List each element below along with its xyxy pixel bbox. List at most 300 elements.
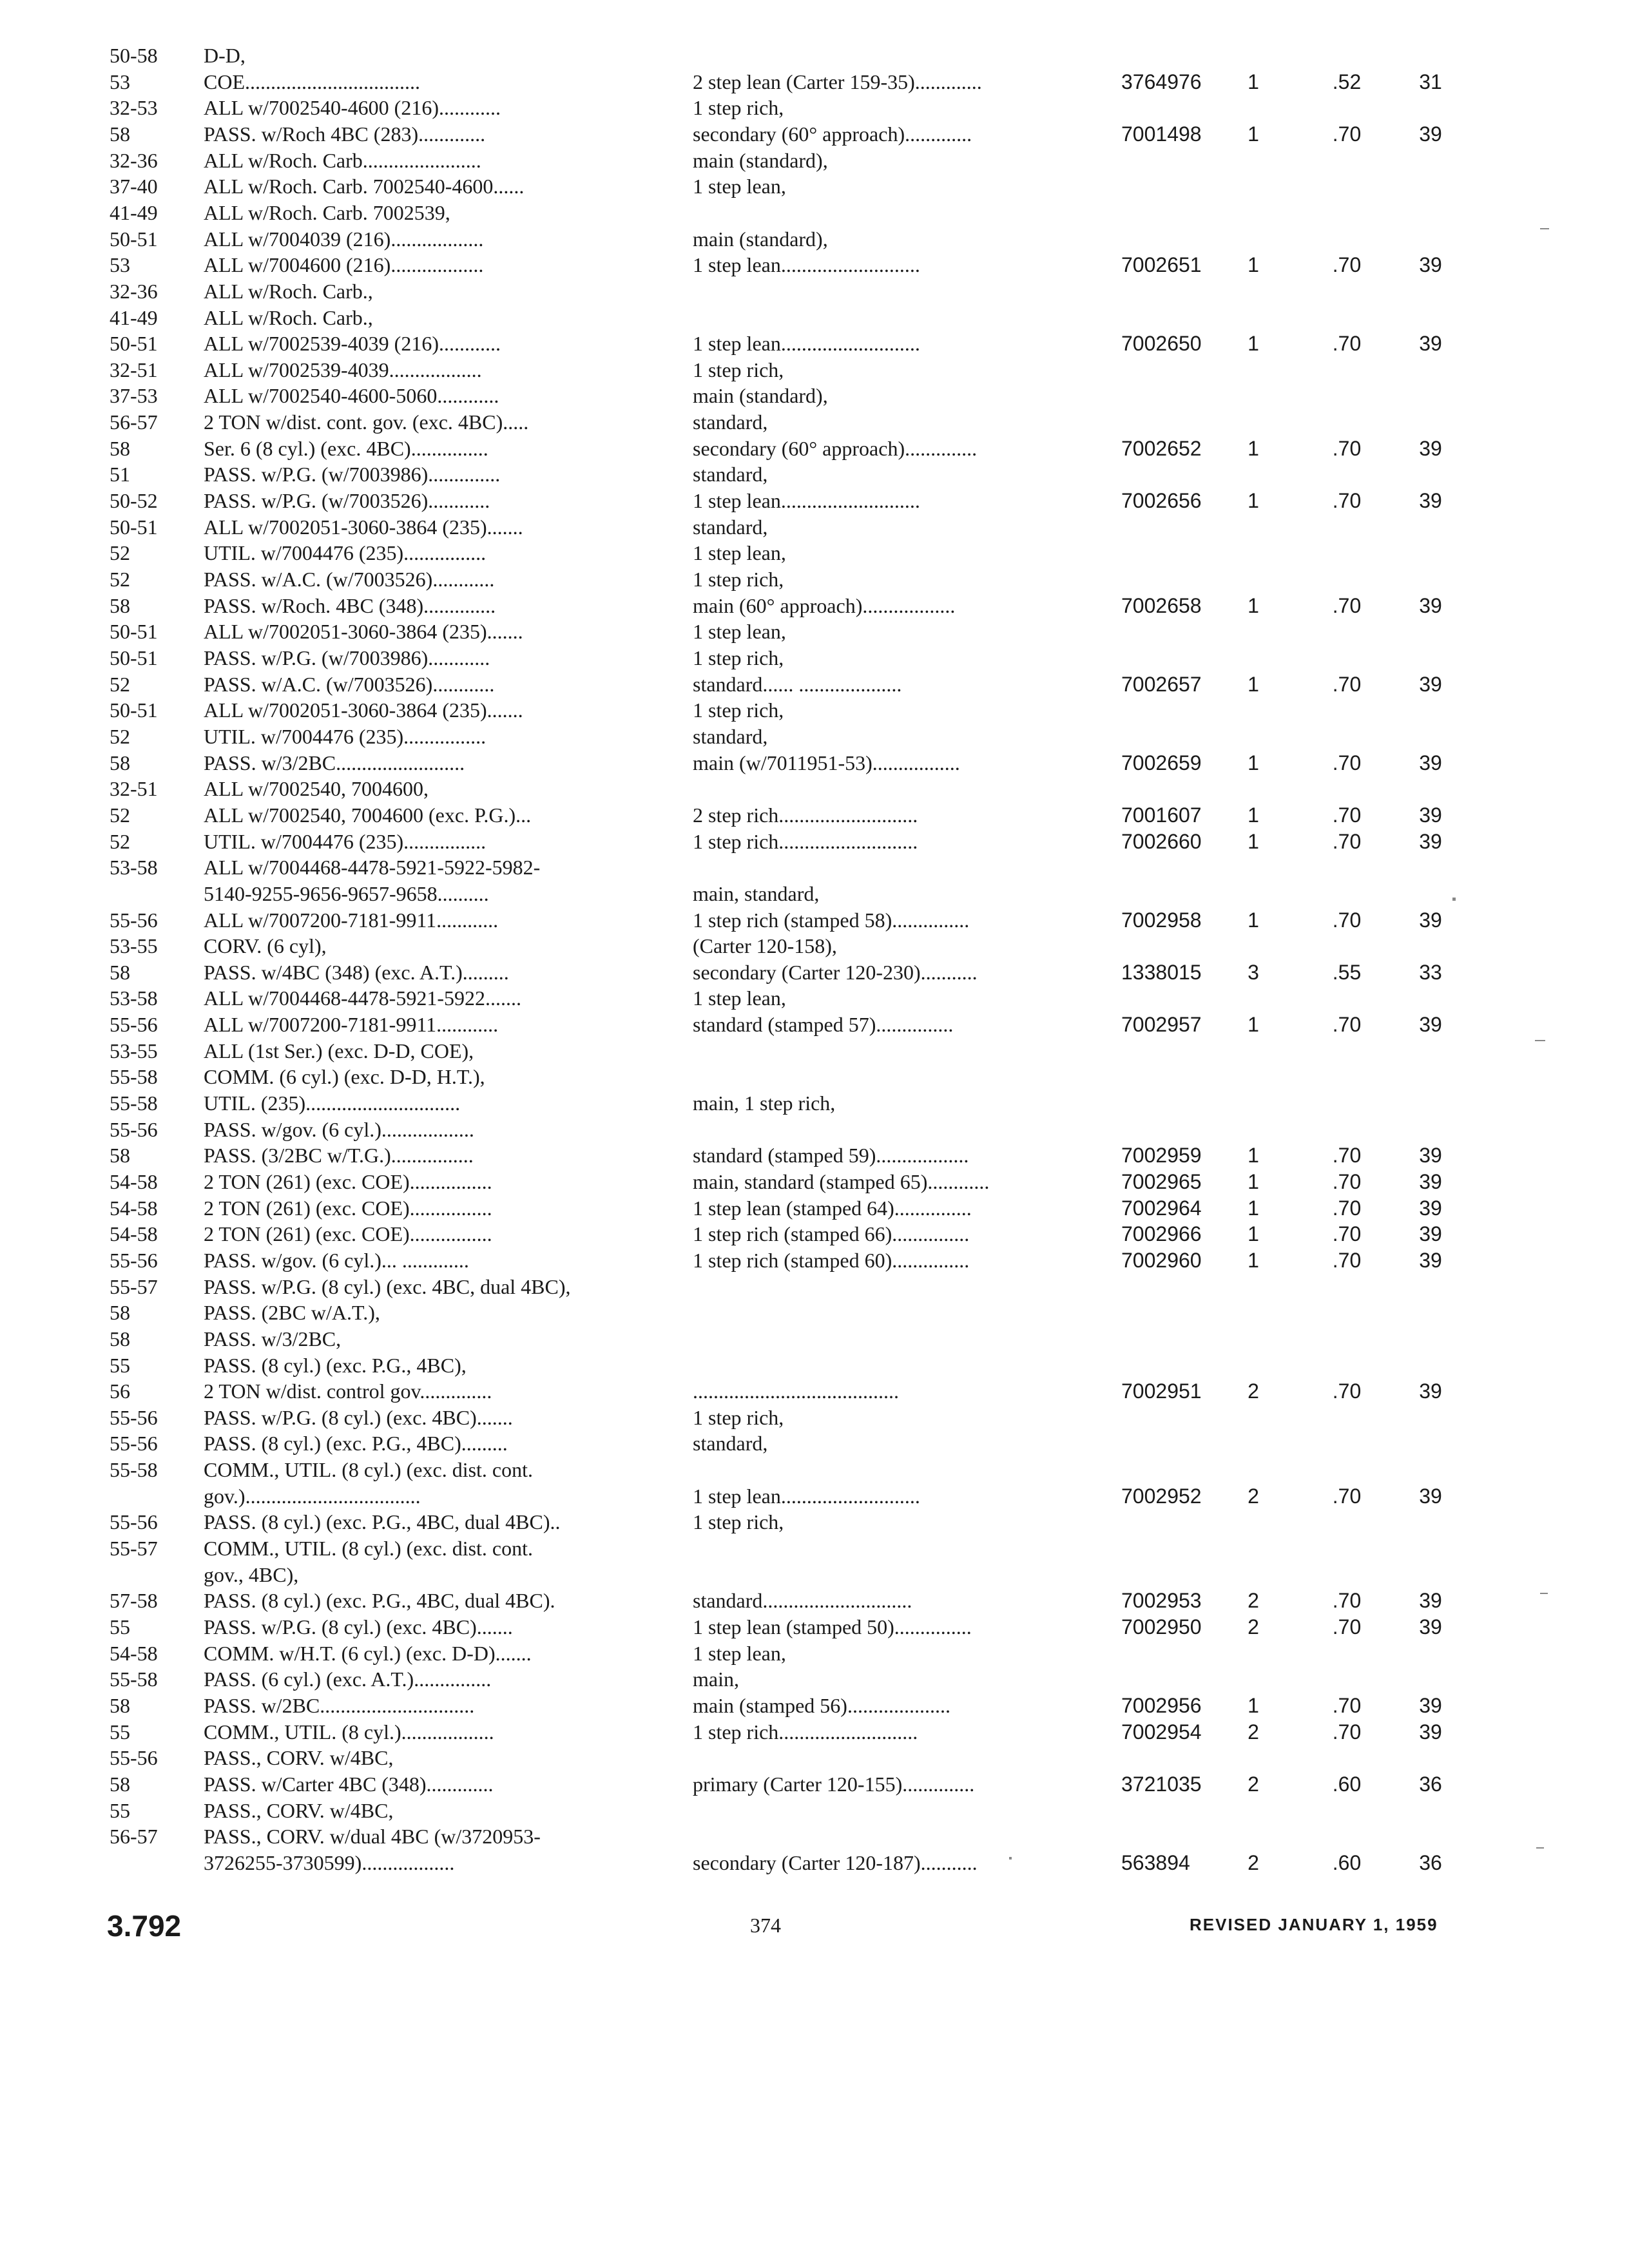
year-range: 56-57 bbox=[110, 410, 158, 434]
part-number: 3764976 bbox=[1121, 70, 1202, 93]
year-range: 58 bbox=[110, 122, 130, 146]
table-row bbox=[0, 252, 1629, 278]
jet-description: secondary (60° approach)............. bbox=[693, 122, 972, 146]
year-range: 51 bbox=[110, 463, 130, 486]
table-row bbox=[0, 1142, 1629, 1168]
application: ALL w/7002051-3060-3864 (235)....... bbox=[204, 515, 523, 539]
jet-description: main, 1 step rich, bbox=[693, 1091, 836, 1115]
table-row bbox=[0, 776, 1629, 802]
application: UTIL. w/7004476 (235)................ bbox=[204, 541, 487, 565]
jet-description: 1 step rich (stamped 66)............... bbox=[693, 1222, 970, 1246]
year-range: 41-49 bbox=[110, 305, 158, 329]
application: ALL w/7007200-7181-9911............ bbox=[204, 1013, 499, 1036]
table-row bbox=[0, 121, 1629, 147]
year-range: 50-58 bbox=[110, 44, 158, 67]
year-range: 52 bbox=[110, 672, 130, 696]
quantity: 2 bbox=[1248, 1589, 1259, 1613]
part-number: 7002657 bbox=[1121, 672, 1202, 696]
jet-size: .70 bbox=[1332, 332, 1362, 356]
application: PASS. (8 cyl.) (exc. P.G., 4BC, dual 4BC). bbox=[204, 1589, 555, 1613]
year-range: 55 bbox=[110, 1720, 130, 1744]
quantity: 1 bbox=[1248, 1248, 1259, 1272]
table-row bbox=[0, 488, 1629, 514]
table-row bbox=[0, 1771, 1629, 1797]
scan-speck bbox=[1540, 1593, 1548, 1594]
drill-size: 39 bbox=[1419, 1589, 1442, 1613]
scan-speck bbox=[1536, 1847, 1544, 1849]
table-row bbox=[0, 43, 1629, 68]
application: PASS. w/A.C. (w/7003526)............ bbox=[204, 568, 495, 591]
year-range: 55-56 bbox=[110, 1405, 158, 1429]
quantity: 2 bbox=[1248, 1615, 1259, 1639]
part-number: 7002659 bbox=[1121, 751, 1202, 774]
year-range: 53 bbox=[110, 253, 130, 277]
year-range: 50-51 bbox=[110, 332, 158, 356]
table-row bbox=[0, 985, 1629, 1011]
jet-size: .70 bbox=[1332, 1589, 1362, 1613]
table-row bbox=[0, 854, 1629, 880]
jet-description: 1 step rich........................... bbox=[693, 1720, 918, 1744]
table-row bbox=[0, 148, 1629, 173]
application: ALL w/7004468-4478-5921-5922....... bbox=[204, 986, 521, 1010]
jet-size: .60 bbox=[1332, 1850, 1362, 1874]
table-row bbox=[0, 1012, 1629, 1037]
application: ALL w/Roch. Carb. 7002539, bbox=[204, 200, 450, 224]
application: PASS., CORV. w/4BC, bbox=[204, 1746, 394, 1770]
application: UTIL. w/7004476 (235)................ bbox=[204, 829, 487, 853]
drill-size: 39 bbox=[1419, 253, 1442, 277]
table-row bbox=[0, 1195, 1629, 1221]
application: ALL w/7002540-4600 (216)............ bbox=[204, 96, 501, 120]
application: 2 TON (261) (exc. COE)................ bbox=[204, 1222, 492, 1246]
application: ALL w/7004468-4478-5921-5922-5982- bbox=[204, 856, 541, 879]
year-range: 53-55 bbox=[110, 1039, 158, 1062]
part-number: 7002959 bbox=[1121, 1144, 1202, 1168]
application: COMM. (6 cyl.) (exc. D-D, H.T.), bbox=[204, 1065, 485, 1089]
jet-description: 1 step rich, bbox=[693, 1405, 784, 1429]
year-range: 50-51 bbox=[110, 620, 158, 644]
jet-description: standard, bbox=[693, 463, 768, 486]
year-range: 55-56 bbox=[110, 1746, 158, 1770]
table-row bbox=[0, 409, 1629, 435]
table-row bbox=[0, 1483, 1629, 1509]
table-row bbox=[0, 1064, 1629, 1090]
jet-description: main (stamped 56).................... bbox=[693, 1693, 950, 1717]
table-row bbox=[0, 697, 1629, 723]
part-number: 7002966 bbox=[1121, 1222, 1202, 1246]
application: ALL w/7007200-7181-9911............ bbox=[204, 908, 499, 932]
table-row bbox=[0, 593, 1629, 619]
jet-size: .70 bbox=[1332, 751, 1362, 774]
application: ALL w/Roch. Carb., bbox=[204, 279, 373, 303]
table-row bbox=[0, 331, 1629, 356]
year-range: 55-56 bbox=[110, 1013, 158, 1036]
year-range: 56-57 bbox=[110, 1825, 158, 1849]
jet-description: 1 step rich, bbox=[693, 96, 784, 120]
quantity: 2 bbox=[1248, 1484, 1259, 1508]
table-row bbox=[0, 802, 1629, 828]
jet-description: standard...... .................... bbox=[693, 672, 902, 696]
drill-size: 31 bbox=[1419, 70, 1442, 93]
jet-description: 1 step lean........................... bbox=[693, 1484, 920, 1508]
application: PASS., CORV. w/4BC, bbox=[204, 1798, 394, 1822]
quantity: 2 bbox=[1248, 1772, 1259, 1796]
table-row bbox=[0, 1274, 1629, 1300]
jet-description: ........................................ bbox=[693, 1379, 899, 1403]
year-range: 32-53 bbox=[110, 96, 158, 120]
application: PASS. w/3/2BC, bbox=[204, 1327, 342, 1350]
jet-description: main, standard, bbox=[693, 881, 820, 905]
application: PASS. w/4BC (348) (exc. A.T.)......... bbox=[204, 960, 509, 984]
year-range: 58 bbox=[110, 751, 130, 774]
part-number: 7002651 bbox=[1121, 253, 1202, 277]
drill-size: 39 bbox=[1419, 751, 1442, 774]
jet-description: 1 step lean........................... bbox=[693, 253, 920, 277]
application: gov., 4BC), bbox=[204, 1562, 299, 1586]
application: PASS. (8 cyl.) (exc. P.G., 4BC, dual 4BC).. bbox=[204, 1510, 561, 1534]
year-range: 55-56 bbox=[110, 1510, 158, 1534]
drill-size: 33 bbox=[1419, 960, 1442, 984]
application: ALL w/7002051-3060-3864 (235)....... bbox=[204, 698, 523, 722]
table-row bbox=[0, 436, 1629, 461]
jet-description: 1 step rich (stamped 60)............... bbox=[693, 1248, 970, 1272]
jet-description: 1 step rich, bbox=[693, 358, 784, 381]
table-row bbox=[0, 1326, 1629, 1352]
drill-size: 39 bbox=[1419, 1720, 1442, 1744]
jet-description: secondary (Carter 120-187)........... bbox=[693, 1850, 978, 1874]
jet-size: .70 bbox=[1332, 1484, 1362, 1508]
table-row bbox=[0, 1300, 1629, 1325]
quantity: 1 bbox=[1248, 1144, 1259, 1168]
jet-description: 1 step lean, bbox=[693, 620, 786, 644]
jet-description: standard, bbox=[693, 724, 768, 748]
application: PASS. w/Roch 4BC (283)............. bbox=[204, 122, 486, 146]
application: PASS. (2BC w/A.T.), bbox=[204, 1301, 380, 1325]
table-row bbox=[0, 540, 1629, 566]
application: PASS. (3/2BC w/T.G.)................ bbox=[204, 1144, 474, 1168]
jet-description: 1 step rich, bbox=[693, 646, 784, 669]
year-range: 57-58 bbox=[110, 1589, 158, 1613]
application: ALL w/7002540-4600-5060............ bbox=[204, 384, 499, 408]
application: COMM., UTIL. (8 cyl.) (exc. dist. cont. bbox=[204, 1458, 534, 1482]
jet-size: .70 bbox=[1332, 908, 1362, 932]
jet-size: .55 bbox=[1332, 960, 1362, 984]
table-row bbox=[0, 226, 1629, 252]
year-range: 32-36 bbox=[110, 279, 158, 303]
jet-description: 1 step rich........................... bbox=[693, 829, 918, 853]
drill-size: 39 bbox=[1419, 829, 1442, 853]
table-row bbox=[0, 1614, 1629, 1640]
drill-size: 39 bbox=[1419, 1196, 1442, 1220]
table-row bbox=[0, 724, 1629, 749]
year-range: 55 bbox=[110, 1615, 130, 1639]
quantity: 1 bbox=[1248, 122, 1259, 146]
part-number: 7002660 bbox=[1121, 829, 1202, 853]
application: 2 TON w/dist. cont. gov. (exc. 4BC)..... bbox=[204, 410, 529, 434]
drill-size: 39 bbox=[1419, 803, 1442, 827]
application: PASS. w/P.G. (8 cyl.) (exc. 4BC)....... bbox=[204, 1615, 513, 1639]
quantity: 1 bbox=[1248, 489, 1259, 512]
scan-speck bbox=[1540, 228, 1549, 229]
application: PASS. w/gov. (6 cyl.).................. bbox=[204, 1117, 474, 1141]
jet-size: .70 bbox=[1332, 1720, 1362, 1744]
jet-description: 2 step rich........................... bbox=[693, 803, 918, 827]
application: PASS. w/gov. (6 cyl.)... ............. bbox=[204, 1248, 469, 1272]
scan-speck bbox=[1452, 898, 1456, 901]
table-row bbox=[0, 645, 1629, 671]
application: COE.................................. bbox=[204, 70, 420, 93]
year-range: 56 bbox=[110, 1379, 130, 1403]
table-row bbox=[0, 750, 1629, 776]
jet-description: 1 step lean, bbox=[693, 175, 786, 198]
table-row bbox=[0, 305, 1629, 331]
jet-description: 1 step rich, bbox=[693, 1510, 784, 1534]
table-row bbox=[0, 1798, 1629, 1823]
quantity: 1 bbox=[1248, 751, 1259, 774]
quantity: 1 bbox=[1248, 70, 1259, 93]
table-row bbox=[0, 1247, 1629, 1273]
jet-description: 1 step rich, bbox=[693, 568, 784, 591]
part-number: 7002964 bbox=[1121, 1196, 1202, 1220]
table-row bbox=[0, 1535, 1629, 1561]
table-row bbox=[0, 1719, 1629, 1745]
application: gov.).................................. bbox=[204, 1484, 421, 1508]
jet-size: .70 bbox=[1332, 1248, 1362, 1272]
application: ALL w/Roch. Carb., bbox=[204, 305, 373, 329]
jet-size: .70 bbox=[1332, 829, 1362, 853]
table-row bbox=[0, 514, 1629, 540]
drill-size: 39 bbox=[1419, 1484, 1442, 1508]
quantity: 1 bbox=[1248, 1170, 1259, 1193]
application: COMM., UTIL. (8 cyl.).................. bbox=[204, 1720, 494, 1744]
jet-description: standard, bbox=[693, 515, 768, 539]
year-range: 50-51 bbox=[110, 646, 158, 669]
section-number: 3.792 bbox=[107, 1909, 182, 1943]
year-range: 50-51 bbox=[110, 227, 158, 251]
drill-size: 39 bbox=[1419, 1248, 1442, 1272]
jet-description: main (standard), bbox=[693, 384, 828, 408]
application: ALL w/7002540, 7004600, bbox=[204, 777, 429, 801]
application: PASS. w/Roch. 4BC (348).............. bbox=[204, 593, 496, 617]
year-range: 55-58 bbox=[110, 1065, 158, 1089]
quantity: 1 bbox=[1248, 803, 1259, 827]
quantity: 1 bbox=[1248, 332, 1259, 356]
drill-size: 36 bbox=[1419, 1772, 1442, 1796]
year-range: 41-49 bbox=[110, 200, 158, 224]
jet-size: .70 bbox=[1332, 1013, 1362, 1036]
application: D-D, bbox=[204, 44, 246, 67]
jet-size: .70 bbox=[1332, 489, 1362, 512]
drill-size: 39 bbox=[1419, 1170, 1442, 1193]
year-range: 58 bbox=[110, 1772, 130, 1796]
table-row bbox=[0, 69, 1629, 95]
table-row bbox=[0, 959, 1629, 985]
jet-size: .70 bbox=[1332, 593, 1362, 617]
quantity: 1 bbox=[1248, 829, 1259, 853]
part-number: 7001498 bbox=[1121, 122, 1202, 146]
table-row bbox=[0, 1850, 1629, 1876]
jet-description: 1 step rich (stamped 58)............... bbox=[693, 908, 970, 932]
jet-description: 1 step lean, bbox=[693, 1641, 786, 1665]
part-number: 7002965 bbox=[1121, 1170, 1202, 1193]
scan-speck bbox=[1009, 1857, 1012, 1860]
quantity: 1 bbox=[1248, 1693, 1259, 1717]
table-row bbox=[0, 1090, 1629, 1116]
part-number: 7002958 bbox=[1121, 908, 1202, 932]
year-range: 55 bbox=[110, 1353, 130, 1377]
table-row bbox=[0, 1745, 1629, 1771]
drill-size: 39 bbox=[1419, 122, 1442, 146]
year-range: 55-57 bbox=[110, 1537, 158, 1560]
year-range: 52 bbox=[110, 541, 130, 565]
year-range: 52 bbox=[110, 803, 130, 827]
year-range: 58 bbox=[110, 1693, 130, 1717]
application: 2 TON w/dist. control gov.............. bbox=[204, 1379, 492, 1403]
jet-size: .70 bbox=[1332, 1222, 1362, 1246]
drill-size: 39 bbox=[1419, 593, 1442, 617]
drill-size: 39 bbox=[1419, 1693, 1442, 1717]
jet-description: 1 step lean, bbox=[693, 986, 786, 1010]
year-range: 55-56 bbox=[110, 1117, 158, 1141]
year-range: 58 bbox=[110, 593, 130, 617]
application: ALL w/Roch. Carb....................... bbox=[204, 148, 481, 172]
year-range: 58 bbox=[110, 960, 130, 984]
quantity: 1 bbox=[1248, 1013, 1259, 1036]
application: PASS. w/P.G. (8 cyl.) (exc. 4BC)....... bbox=[204, 1405, 513, 1429]
year-range: 53-58 bbox=[110, 986, 158, 1010]
year-range: 55-56 bbox=[110, 1432, 158, 1456]
application: PASS. (8 cyl.) (exc. P.G., 4BC), bbox=[204, 1353, 467, 1377]
part-number: 7002952 bbox=[1121, 1484, 1202, 1508]
part-number: 7002954 bbox=[1121, 1720, 1202, 1744]
jet-description: standard (stamped 57)............... bbox=[693, 1013, 954, 1036]
year-range: 52 bbox=[110, 568, 130, 591]
part-number: 7002960 bbox=[1121, 1248, 1202, 1272]
year-range: 55-56 bbox=[110, 908, 158, 932]
year-range: 55-57 bbox=[110, 1274, 158, 1298]
year-range: 53 bbox=[110, 70, 130, 93]
table-row bbox=[0, 933, 1629, 959]
application: PASS. w/P.G. (w/7003986).............. bbox=[204, 463, 501, 486]
jet-description: main (w/7011951-53)................. bbox=[693, 751, 960, 774]
application: ALL w/7004600 (216).................. bbox=[204, 253, 484, 277]
jet-size: .70 bbox=[1332, 1196, 1362, 1220]
year-range: 53-58 bbox=[110, 856, 158, 879]
jet-size: .70 bbox=[1332, 1170, 1362, 1193]
quantity: 2 bbox=[1248, 1379, 1259, 1403]
quantity: 3 bbox=[1248, 960, 1259, 984]
year-range: 37-40 bbox=[110, 175, 158, 198]
part-number: 3721035 bbox=[1121, 1772, 1202, 1796]
drill-size: 39 bbox=[1419, 436, 1442, 460]
application: ALL w/7002539-4039 (216)............ bbox=[204, 332, 501, 356]
jet-size: .70 bbox=[1332, 253, 1362, 277]
jet-description: (Carter 120-158), bbox=[693, 934, 837, 958]
jet-description: 1 step lean, bbox=[693, 541, 786, 565]
table-row bbox=[0, 1221, 1629, 1247]
quantity: 1 bbox=[1248, 1222, 1259, 1246]
jet-size: .60 bbox=[1332, 1772, 1362, 1796]
part-number: 7002950 bbox=[1121, 1615, 1202, 1639]
drill-size: 39 bbox=[1419, 1222, 1442, 1246]
quantity: 1 bbox=[1248, 253, 1259, 277]
year-range: 58 bbox=[110, 1327, 130, 1350]
year-range: 50-52 bbox=[110, 489, 158, 512]
table-row bbox=[0, 1457, 1629, 1483]
year-range: 55-58 bbox=[110, 1091, 158, 1115]
year-range: 50-51 bbox=[110, 698, 158, 722]
table-row bbox=[0, 1430, 1629, 1456]
application: ALL w/7002539-4039.................. bbox=[204, 358, 482, 381]
year-range: 37-53 bbox=[110, 384, 158, 408]
table-row bbox=[0, 1509, 1629, 1535]
year-range: 32-51 bbox=[110, 777, 158, 801]
jet-description: main, standard (stamped 65)............ bbox=[693, 1170, 990, 1193]
table-row bbox=[0, 1169, 1629, 1195]
application: ALL (1st Ser.) (exc. D-D, COE), bbox=[204, 1039, 474, 1062]
jet-description: 1 step lean........................... bbox=[693, 332, 920, 356]
jet-size: .70 bbox=[1332, 672, 1362, 696]
revision-date: REVISED JANUARY 1, 1959 bbox=[1190, 1915, 1438, 1934]
year-range: 58 bbox=[110, 436, 130, 460]
application: COMM. w/H.T. (6 cyl.) (exc. D-D)....... bbox=[204, 1641, 532, 1665]
year-range: 55-58 bbox=[110, 1667, 158, 1691]
jet-description: secondary (60° approach).............. bbox=[693, 436, 978, 460]
part-number: 7001607 bbox=[1121, 803, 1202, 827]
part-number: 7002658 bbox=[1121, 593, 1202, 617]
application: Ser. 6 (8 cyl.) (exc. 4BC)............... bbox=[204, 436, 488, 460]
jet-description: 1 step lean........................... bbox=[693, 489, 920, 512]
application: PASS. w/P.G. (w/7003526)............ bbox=[204, 489, 490, 512]
year-range: 54-58 bbox=[110, 1196, 158, 1220]
jet-description: main (standard), bbox=[693, 227, 828, 251]
quantity: 1 bbox=[1248, 672, 1259, 696]
year-range: 54-58 bbox=[110, 1641, 158, 1665]
page-number: 374 bbox=[750, 1914, 781, 1937]
table-row bbox=[0, 1405, 1629, 1430]
table-row bbox=[0, 1666, 1629, 1692]
quantity: 2 bbox=[1248, 1720, 1259, 1744]
drill-size: 39 bbox=[1419, 332, 1442, 356]
application: PASS. w/P.G. (w/7003986)............ bbox=[204, 646, 490, 669]
jet-size: .70 bbox=[1332, 122, 1362, 146]
drill-size: 39 bbox=[1419, 672, 1442, 696]
application: 2 TON (261) (exc. COE)................ bbox=[204, 1196, 492, 1220]
year-range: 55-56 bbox=[110, 1248, 158, 1272]
scan-speck bbox=[1535, 1040, 1545, 1041]
application: UTIL. w/7004476 (235)................ bbox=[204, 724, 487, 748]
jet-description: standard, bbox=[693, 1432, 768, 1456]
jet-description: main (60° approach).................. bbox=[693, 593, 956, 617]
application: UTIL. (235).............................. bbox=[204, 1091, 461, 1115]
drill-size: 39 bbox=[1419, 1144, 1442, 1168]
quantity: 2 bbox=[1248, 1850, 1259, 1874]
table-row bbox=[0, 907, 1629, 933]
table-row bbox=[0, 1562, 1629, 1588]
jet-description: standard............................. bbox=[693, 1589, 912, 1613]
application: PASS. (8 cyl.) (exc. P.G., 4BC)......... bbox=[204, 1432, 508, 1456]
part-number: 1338015 bbox=[1121, 960, 1202, 984]
application: 3726255-3730599).................. bbox=[204, 1850, 455, 1874]
jet-size: .70 bbox=[1332, 1693, 1362, 1717]
application: 2 TON (261) (exc. COE)................ bbox=[204, 1170, 492, 1193]
drill-size: 39 bbox=[1419, 489, 1442, 512]
application: ALL w/7002051-3060-3864 (235)....... bbox=[204, 620, 523, 644]
jet-size: .70 bbox=[1332, 436, 1362, 460]
table-row bbox=[0, 829, 1629, 854]
table-row bbox=[0, 95, 1629, 120]
part-number: 7002956 bbox=[1121, 1693, 1202, 1717]
